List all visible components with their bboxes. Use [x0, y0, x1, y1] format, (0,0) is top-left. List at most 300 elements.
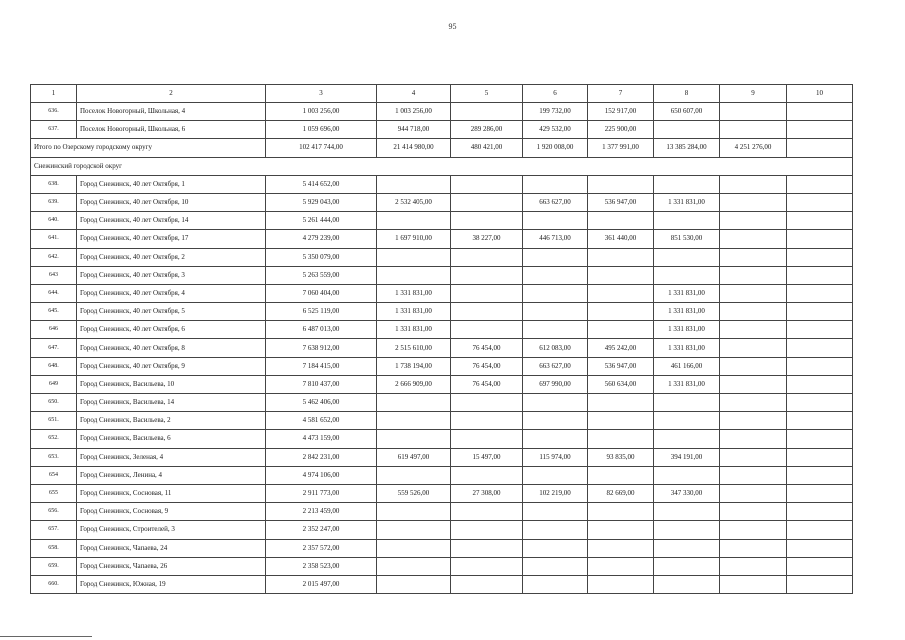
row-number-cell: 653.: [31, 448, 77, 466]
value-cell: 6 487 013,00: [266, 321, 377, 339]
value-cell: 559 526,00: [377, 484, 451, 502]
value-cell: [787, 284, 853, 302]
table-row: [31, 394, 853, 412]
value-cell: 663 627,00: [523, 193, 588, 211]
value-cell: [720, 394, 787, 412]
table-row: [31, 466, 853, 484]
value-cell: [588, 303, 654, 321]
value-cell: 5 929 043,00: [266, 193, 377, 211]
table-row: [31, 357, 853, 375]
address-cell: Город Снежинск, Южная, 19: [77, 575, 266, 593]
value-cell: [720, 193, 787, 211]
value-cell: [588, 575, 654, 593]
value-cell: [588, 394, 654, 412]
value-cell: 2 358 523,00: [266, 557, 377, 575]
section-header-row: [31, 157, 853, 175]
value-cell: [451, 557, 523, 575]
value-cell: [451, 466, 523, 484]
value-cell: [377, 539, 451, 557]
data-table: [30, 84, 853, 594]
value-cell: 225 900,00: [588, 121, 654, 139]
value-cell: 851 530,00: [654, 230, 720, 248]
value-cell: [588, 321, 654, 339]
value-cell: 2 515 610,00: [377, 339, 451, 357]
value-cell: [720, 284, 787, 302]
value-cell: [787, 539, 853, 557]
value-cell: [588, 212, 654, 230]
value-cell: [654, 412, 720, 430]
value-cell: [720, 266, 787, 284]
address-cell: Город Снежинск, 40 лет Октября, 2: [77, 248, 266, 266]
value-cell: [787, 375, 853, 393]
value-cell: 1 331 831,00: [654, 375, 720, 393]
value-cell: 1 738 194,00: [377, 357, 451, 375]
section-title: Снежинский городской округ: [31, 157, 853, 175]
table-row: [31, 412, 853, 430]
address-cell: Город Снежинск, Васильева, 2: [77, 412, 266, 430]
value-cell: [720, 121, 787, 139]
address-cell: Город Снежинск, Чапаева, 26: [77, 557, 266, 575]
address-cell: Город Снежинск, Чапаева, 24: [77, 539, 266, 557]
value-cell: [787, 430, 853, 448]
total-value-cell: 13 385 284,00: [654, 139, 720, 157]
value-cell: [523, 394, 588, 412]
value-cell: 536 947,00: [588, 193, 654, 211]
value-cell: [720, 321, 787, 339]
value-cell: [787, 521, 853, 539]
value-cell: [451, 430, 523, 448]
value-cell: 5 462 406,00: [266, 394, 377, 412]
row-number-cell: 655: [31, 484, 77, 502]
address-cell: Поселок Новогорный, Школьная, 6: [77, 121, 266, 139]
value-cell: 76 454,00: [451, 375, 523, 393]
value-cell: 2 532 405,00: [377, 193, 451, 211]
value-cell: 663 627,00: [523, 357, 588, 375]
value-cell: [523, 557, 588, 575]
value-cell: 102 219,00: [523, 484, 588, 502]
value-cell: 1 331 831,00: [654, 284, 720, 302]
value-cell: [787, 557, 853, 575]
column-number: 8: [654, 85, 720, 103]
address-cell: Город Снежинск, 40 лет Октября, 10: [77, 193, 266, 211]
value-cell: 4 473 159,00: [266, 430, 377, 448]
value-cell: [720, 357, 787, 375]
column-number: 6: [523, 85, 588, 103]
row-number-cell: 649: [31, 375, 77, 393]
column-number-row: [31, 85, 853, 103]
value-cell: [720, 230, 787, 248]
address-cell: Город Снежинск, 40 лет Октября, 4: [77, 284, 266, 302]
value-cell: [451, 412, 523, 430]
value-cell: 361 440,00: [588, 230, 654, 248]
value-cell: [377, 266, 451, 284]
address-cell: Город Снежинск, Васильева, 14: [77, 394, 266, 412]
value-cell: [787, 466, 853, 484]
value-cell: 429 532,00: [523, 121, 588, 139]
value-cell: [654, 175, 720, 193]
value-cell: [451, 284, 523, 302]
value-cell: [523, 466, 588, 484]
value-cell: [451, 503, 523, 521]
table-row: [31, 375, 853, 393]
row-number-cell: 660.: [31, 575, 77, 593]
value-cell: [720, 575, 787, 593]
value-cell: [787, 212, 853, 230]
value-cell: [720, 412, 787, 430]
table-row: [31, 503, 853, 521]
value-cell: [654, 503, 720, 521]
value-cell: [720, 248, 787, 266]
value-cell: [523, 503, 588, 521]
value-cell: [654, 539, 720, 557]
address-cell: Город Снежинск, Сосновая, 11: [77, 484, 266, 502]
value-cell: [451, 303, 523, 321]
value-cell: [377, 503, 451, 521]
address-cell: Город Снежинск, Васильева, 10: [77, 375, 266, 393]
page-number: 95: [448, 22, 457, 31]
value-cell: [654, 394, 720, 412]
address-cell: Город Снежинск, 40 лет Октября, 14: [77, 212, 266, 230]
table-body: [31, 85, 853, 594]
row-number-cell: 659.: [31, 557, 77, 575]
value-cell: [377, 430, 451, 448]
table-row: [31, 321, 853, 339]
value-cell: 1 331 831,00: [377, 284, 451, 302]
row-number-cell: 640.: [31, 212, 77, 230]
value-cell: [787, 339, 853, 357]
row-number-cell: 644.: [31, 284, 77, 302]
value-cell: [588, 266, 654, 284]
value-cell: [787, 357, 853, 375]
value-cell: [523, 321, 588, 339]
value-cell: [588, 412, 654, 430]
value-cell: 27 308,00: [451, 484, 523, 502]
total-value-cell: 1 920 008,00: [523, 139, 588, 157]
value-cell: [720, 375, 787, 393]
column-number: 9: [720, 85, 787, 103]
row-number-cell: 642.: [31, 248, 77, 266]
value-cell: 1 331 831,00: [377, 321, 451, 339]
value-cell: [451, 103, 523, 121]
value-cell: 4 279 239,00: [266, 230, 377, 248]
value-cell: [377, 394, 451, 412]
value-cell: [523, 303, 588, 321]
table-row: [31, 248, 853, 266]
row-number-cell: 647.: [31, 339, 77, 357]
total-value-cell: 21 414 980,00: [377, 139, 451, 157]
value-cell: 2 015 497,00: [266, 575, 377, 593]
value-cell: [588, 248, 654, 266]
total-value-cell: 102 417 744,00: [266, 139, 377, 157]
column-number: 3: [266, 85, 377, 103]
value-cell: 2 842 231,00: [266, 448, 377, 466]
value-cell: 7 184 415,00: [266, 357, 377, 375]
table-row: [31, 521, 853, 539]
row-number-cell: 645.: [31, 303, 77, 321]
value-cell: [588, 284, 654, 302]
total-value-cell: 4 251 276,00: [720, 139, 787, 157]
value-cell: 7 060 404,00: [266, 284, 377, 302]
value-cell: [377, 248, 451, 266]
value-cell: 38 227,00: [451, 230, 523, 248]
value-cell: [523, 430, 588, 448]
table-row: [31, 175, 853, 193]
value-cell: [787, 248, 853, 266]
table-row: [31, 212, 853, 230]
value-cell: [588, 557, 654, 575]
value-cell: [451, 212, 523, 230]
value-cell: 15 497,00: [451, 448, 523, 466]
value-cell: 1 331 831,00: [654, 193, 720, 211]
table-row: [31, 430, 853, 448]
row-number-cell: 641.: [31, 230, 77, 248]
value-cell: [720, 448, 787, 466]
column-number: 2: [77, 85, 266, 103]
value-cell: [377, 466, 451, 484]
value-cell: 2 357 572,00: [266, 539, 377, 557]
value-cell: 394 191,00: [654, 448, 720, 466]
value-cell: [377, 412, 451, 430]
row-number-cell: 638.: [31, 175, 77, 193]
value-cell: [523, 412, 588, 430]
row-number-cell: 658.: [31, 539, 77, 557]
table-row: [31, 448, 853, 466]
value-cell: 944 718,00: [377, 121, 451, 139]
value-cell: 2 911 773,00: [266, 484, 377, 502]
value-cell: [523, 266, 588, 284]
value-cell: [377, 557, 451, 575]
table-row: [31, 230, 853, 248]
value-cell: [787, 503, 853, 521]
value-cell: 560 634,00: [588, 375, 654, 393]
value-cell: [654, 557, 720, 575]
value-cell: 461 166,00: [654, 357, 720, 375]
table-row: [31, 303, 853, 321]
value-cell: 1 331 831,00: [654, 339, 720, 357]
total-value-cell: 480 421,00: [451, 139, 523, 157]
value-cell: 347 330,00: [654, 484, 720, 502]
value-cell: 2 352 247,00: [266, 521, 377, 539]
value-cell: [720, 103, 787, 121]
value-cell: [523, 575, 588, 593]
table-row: [31, 575, 853, 593]
value-cell: 289 286,00: [451, 121, 523, 139]
table-row: [31, 557, 853, 575]
value-cell: 7 810 437,00: [266, 375, 377, 393]
address-cell: Город Снежинск, 40 лет Октября, 3: [77, 266, 266, 284]
address-cell: Город Снежинск, Строителей, 3: [77, 521, 266, 539]
value-cell: [654, 248, 720, 266]
value-cell: [451, 175, 523, 193]
value-cell: [377, 175, 451, 193]
value-cell: [588, 503, 654, 521]
value-cell: [787, 230, 853, 248]
row-number-cell: 654: [31, 466, 77, 484]
row-number-cell: 639.: [31, 193, 77, 211]
value-cell: 4 581 652,00: [266, 412, 377, 430]
row-number-cell: 656.: [31, 503, 77, 521]
value-cell: [523, 521, 588, 539]
value-cell: 2 666 909,00: [377, 375, 451, 393]
column-number: 10: [787, 85, 853, 103]
value-cell: [787, 575, 853, 593]
value-cell: [787, 394, 853, 412]
value-cell: [720, 557, 787, 575]
value-cell: 76 454,00: [451, 339, 523, 357]
address-cell: Город Снежинск, Зеленая, 4: [77, 448, 266, 466]
value-cell: [654, 466, 720, 484]
value-cell: 199 732,00: [523, 103, 588, 121]
address-cell: Город Снежинск, 40 лет Октября, 5: [77, 303, 266, 321]
table-row: [31, 339, 853, 357]
value-cell: 1 003 256,00: [266, 103, 377, 121]
column-number: 4: [377, 85, 451, 103]
value-cell: 5 263 559,00: [266, 266, 377, 284]
column-number: 5: [451, 85, 523, 103]
value-cell: [720, 430, 787, 448]
row-number-cell: 636.: [31, 103, 77, 121]
value-cell: [523, 175, 588, 193]
value-cell: [451, 521, 523, 539]
total-value-cell: 1 377 991,00: [588, 139, 654, 157]
value-cell: 115 974,00: [523, 448, 588, 466]
table-row: [31, 484, 853, 502]
value-cell: 82 669,00: [588, 484, 654, 502]
value-cell: [654, 266, 720, 284]
total-value-cell: [787, 139, 853, 157]
value-cell: [377, 521, 451, 539]
value-cell: 697 990,00: [523, 375, 588, 393]
value-cell: [720, 175, 787, 193]
value-cell: [523, 212, 588, 230]
value-cell: [787, 412, 853, 430]
value-cell: [787, 175, 853, 193]
value-cell: [451, 575, 523, 593]
total-row: [31, 139, 853, 157]
value-cell: [787, 121, 853, 139]
row-number-cell: 648.: [31, 357, 77, 375]
row-number-cell: 643: [31, 266, 77, 284]
value-cell: 1 331 831,00: [377, 303, 451, 321]
value-cell: [377, 212, 451, 230]
value-cell: [451, 248, 523, 266]
address-cell: Город Снежинск, 40 лет Октября, 6: [77, 321, 266, 339]
value-cell: [720, 466, 787, 484]
value-cell: [523, 284, 588, 302]
value-cell: 1 059 696,00: [266, 121, 377, 139]
row-number-cell: 637.: [31, 121, 77, 139]
value-cell: [787, 484, 853, 502]
value-cell: [588, 430, 654, 448]
value-cell: 1 697 910,00: [377, 230, 451, 248]
value-cell: 650 607,00: [654, 103, 720, 121]
value-cell: [588, 175, 654, 193]
address-cell: Поселок Новогорный, Школьная, 4: [77, 103, 266, 121]
value-cell: [451, 394, 523, 412]
value-cell: 4 974 106,00: [266, 466, 377, 484]
value-cell: 536 947,00: [588, 357, 654, 375]
value-cell: [787, 321, 853, 339]
row-number-cell: 657.: [31, 521, 77, 539]
table-row: [31, 193, 853, 211]
value-cell: 495 242,00: [588, 339, 654, 357]
row-number-cell: 646: [31, 321, 77, 339]
table-row: [31, 539, 853, 557]
value-cell: [588, 466, 654, 484]
value-cell: [720, 212, 787, 230]
address-cell: Город Снежинск, Ленина, 4: [77, 466, 266, 484]
document-sheet: [30, 84, 852, 594]
address-cell: Город Снежинск, 40 лет Октября, 17: [77, 230, 266, 248]
address-cell: Город Снежинск, 40 лет Октября, 8: [77, 339, 266, 357]
value-cell: 1 003 256,00: [377, 103, 451, 121]
value-cell: 446 713,00: [523, 230, 588, 248]
value-cell: [588, 539, 654, 557]
value-cell: [451, 266, 523, 284]
value-cell: 7 638 912,00: [266, 339, 377, 357]
value-cell: 5 414 652,00: [266, 175, 377, 193]
row-number-cell: 651.: [31, 412, 77, 430]
value-cell: 612 083,00: [523, 339, 588, 357]
value-cell: [787, 448, 853, 466]
address-cell: Город Снежинск, 40 лет Октября, 1: [77, 175, 266, 193]
value-cell: [523, 539, 588, 557]
value-cell: 1 331 831,00: [654, 321, 720, 339]
address-cell: Город Снежинск, Васильева, 6: [77, 430, 266, 448]
address-cell: Город Снежинск, 40 лет Октября, 9: [77, 357, 266, 375]
value-cell: 2 213 459,00: [266, 503, 377, 521]
footer-rule: [0, 636, 92, 637]
value-cell: 1 331 831,00: [654, 303, 720, 321]
value-cell: [523, 248, 588, 266]
value-cell: [787, 103, 853, 121]
value-cell: [720, 539, 787, 557]
value-cell: 619 497,00: [377, 448, 451, 466]
value-cell: [720, 484, 787, 502]
total-label: Итого по Озерскому городскому округу: [31, 139, 266, 157]
value-cell: [377, 575, 451, 593]
value-cell: 6 525 119,00: [266, 303, 377, 321]
value-cell: [451, 321, 523, 339]
value-cell: 152 917,00: [588, 103, 654, 121]
value-cell: [720, 521, 787, 539]
value-cell: 76 454,00: [451, 357, 523, 375]
value-cell: [787, 303, 853, 321]
address-cell: Город Снежинск, Сосновая, 9: [77, 503, 266, 521]
value-cell: 93 835,00: [588, 448, 654, 466]
value-cell: [451, 193, 523, 211]
value-cell: [720, 503, 787, 521]
value-cell: [787, 266, 853, 284]
value-cell: [654, 575, 720, 593]
column-number: 1: [31, 85, 77, 103]
table-row: [31, 266, 853, 284]
value-cell: [654, 430, 720, 448]
table-row: [31, 121, 853, 139]
row-number-cell: 652.: [31, 430, 77, 448]
value-cell: [451, 539, 523, 557]
value-cell: [654, 212, 720, 230]
row-number-cell: 650.: [31, 394, 77, 412]
table-row: [31, 284, 853, 302]
value-cell: 5 350 079,00: [266, 248, 377, 266]
value-cell: [720, 339, 787, 357]
value-cell: [720, 303, 787, 321]
value-cell: [654, 121, 720, 139]
column-number: 7: [588, 85, 654, 103]
table-row: [31, 103, 853, 121]
value-cell: 5 261 444,00: [266, 212, 377, 230]
